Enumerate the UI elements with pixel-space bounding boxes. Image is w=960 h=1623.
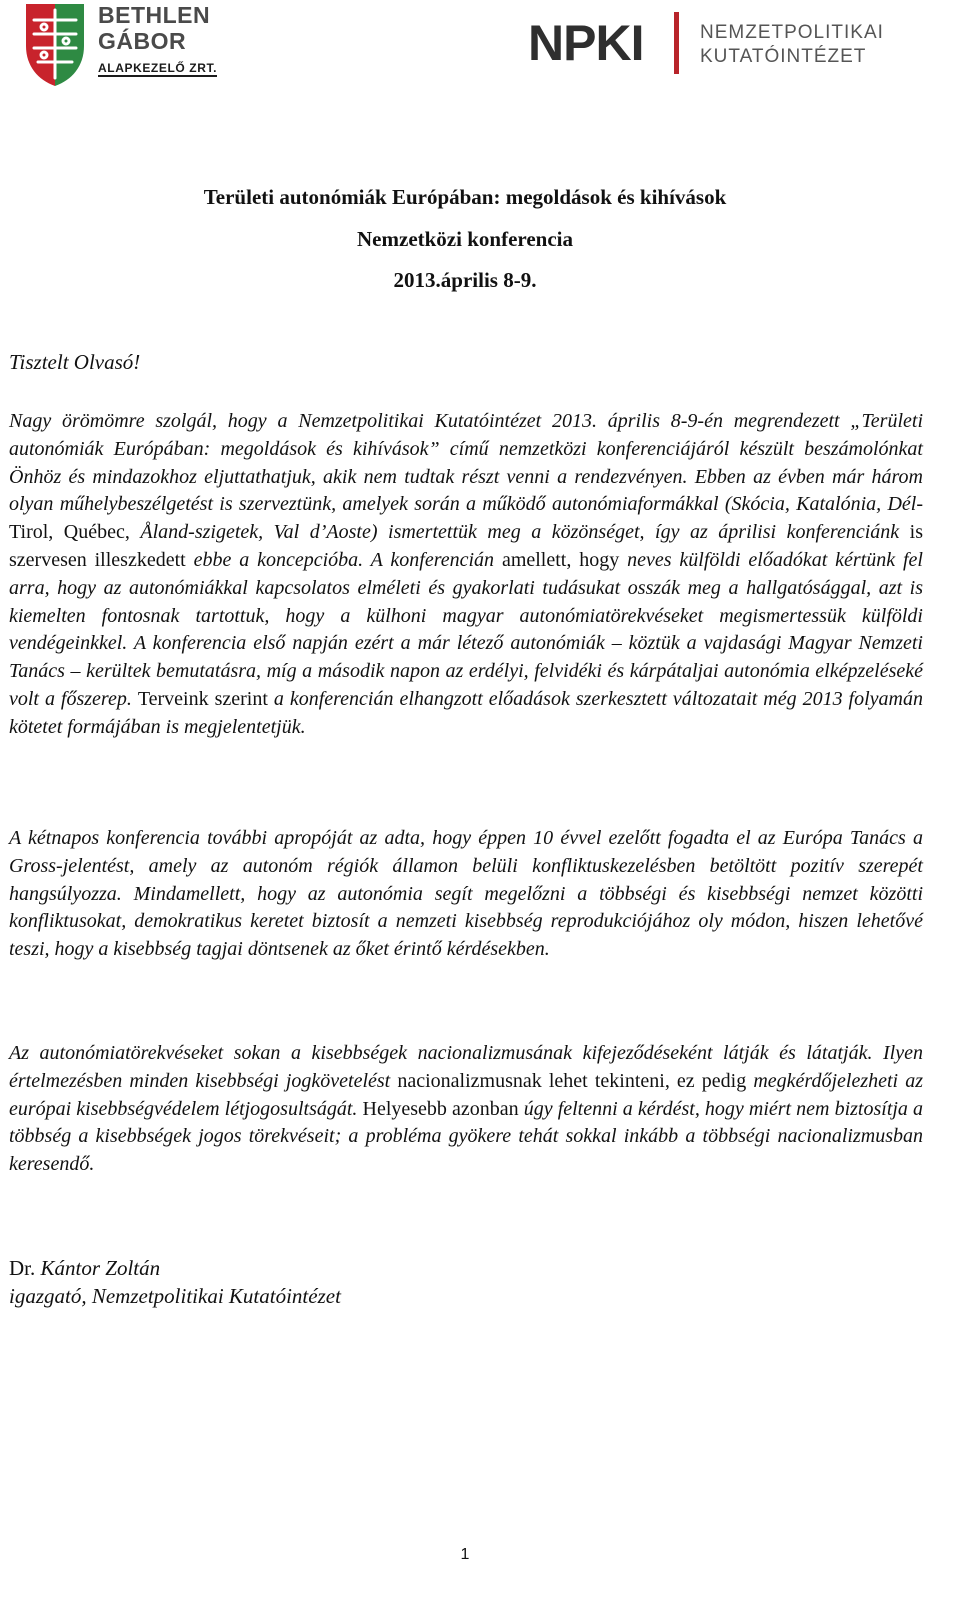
- signature-prefix: Dr.: [9, 1256, 41, 1280]
- logo-line-alapkezelo: ALAPKEZELŐ ZRT.: [98, 61, 217, 75]
- paragraph-1-part-f: amellett, hogy: [501, 548, 620, 571]
- paragraph-3-part-b: nacionalizmusnak lehet tekinteni, ez pedig: [397, 1069, 747, 1092]
- npki-subtitle-line1: NEMZETPOLITIKAI: [700, 22, 884, 43]
- paragraph-1-part-i: a konferencián elhangzott előadások szerkesztett változatait még 2013 folyamán kötetet formájában is megjelentetjük.: [9, 687, 923, 738]
- paragraph-3-part-a: Az autonómiatörekvéseket sokan a kisebbségek nacionalizmusának kifejeződéseként látják és látatják. Ilyen értelmezésben minden kisebbségi jogkövetelést: [9, 1042, 923, 1092]
- npki-logo: [528, 12, 900, 74]
- bethlen-gabor-shield-icon: [24, 2, 86, 88]
- page-number: 1: [460, 1546, 470, 1563]
- npki-subtitle: [700, 21, 884, 69]
- paragraph-3-part-e: úgy feltenni a kérdést, hogy miért nem biztosítja a többség a kisebbségek jogos törekvéseit; a probléma gyökere tehát sokkal inkább a többségi nacionalizmusban keresendő.: [9, 1097, 924, 1176]
- paragraph-1: [9, 408, 923, 742]
- logo-line-bethlen: BETHLEN: [98, 2, 211, 28]
- document-title: Területi autonómiák Európában: megoldások és kihívások: [203, 185, 727, 209]
- paragraph-1-part-h: Terveink szerint: [137, 687, 268, 710]
- paragraph-3-part-d: Helyesebb azonban: [362, 1097, 519, 1120]
- bethlen-gabor-logo: [24, 2, 224, 88]
- signature-name: [9, 1256, 160, 1281]
- paragraph-3: [9, 1040, 923, 1179]
- paragraph-2: A kétnapos konferencia további apropóját az adta, hogy éppen 10 évvel ezelőtt fogadta el az Európa Tanács a Gross-jelentést, amely az autonóm régiók államon belüli konfliktuskezelésben betöltött pozitív szerepét hangsúlyozza. Mindamellett, hogy az autonómia segít megelőzni a többségi és kisebbségi nemzet közötti konfliktusokat, demokratikus keretet biztosít a nemzeti kisebbség reprodukciójához oly módon, hiszen lehetővé teszi, hogy a kisebbség tagjai döntsenek az őket érintő kérdésekben.: [9, 827, 923, 961]
- signature-person: Kántor Zoltán: [40, 1256, 161, 1280]
- signature-title: igazgató, Nemzetpolitikai Kutatóintézet: [9, 1284, 341, 1308]
- salutation: Tisztelt Olvasó!: [9, 350, 141, 374]
- document-subtitle: Nemzetközi konferencia: [357, 227, 573, 251]
- paragraph-1-part-b: Tirol, Québec,: [9, 521, 130, 544]
- paragraph-1-part-a: Nagy örömömre szolgál, hogy a Nemzetpolitikai Kutatóintézet 2013. április 8-9-én megrendezett „Területi autonómiák Európában: megoldások és kihívások” című nemzetközi konferenciájáról készült beszámolónkat Önhöz és mindazokhoz eljuttathatjuk, akik nem tudtak részt venni a rendezvényen. Ebben az évben már három olyan műhelybeszélgetést is szerveztünk, amelyek során a működő autonómiaformákkal (Skócia, Katalónia, Dél-: [9, 410, 923, 516]
- paragraph-3-part-c: megkérdőjelezheti az európai kisebbségvédelem létjogosultságát.: [9, 1069, 924, 1120]
- npki-wordmark: NPKI: [528, 15, 644, 71]
- logo-line-gabor: GÁBOR: [98, 28, 187, 54]
- paragraph-1-part-d: is szervesen illeszkedett: [9, 521, 923, 571]
- paragraph-1-part-c: Åland-szigetek, Val d’Aoste) ismertettük meg a közönséget, így az áprilisi konferenciánk: [129, 521, 910, 544]
- npki-divider-bar: [674, 12, 679, 74]
- npki-subtitle-line2: KUTATÓINTÉZET: [700, 45, 867, 67]
- paragraph-1-part-g: neves külföldi előadókat kértünk fel arra, hogy az autonómiákkal kapcsolatos elméleti és gyakorlati tudásukat osszák meg a hallgatósággal, azt is kiemelten fontosnak tartottuk, hogy a külhoni magyar autonómiatörekvéseket megismertessük külföldi vendégeinkkel. A konferencia első napján ezért a már létező autonómiák – köztük a vajdasági Magyar Nemzeti Tanács – kerültek bemutatásra, míg a második napon az erdélyi, felvidéki és kárpátaljai autonómia elképzeléseké volt a főszerep.: [9, 548, 923, 710]
- paragraph-1-part-e: ebbe a koncepcióba. A konferencián: [185, 548, 502, 571]
- document-date: 2013.április 8-9.: [393, 268, 537, 292]
